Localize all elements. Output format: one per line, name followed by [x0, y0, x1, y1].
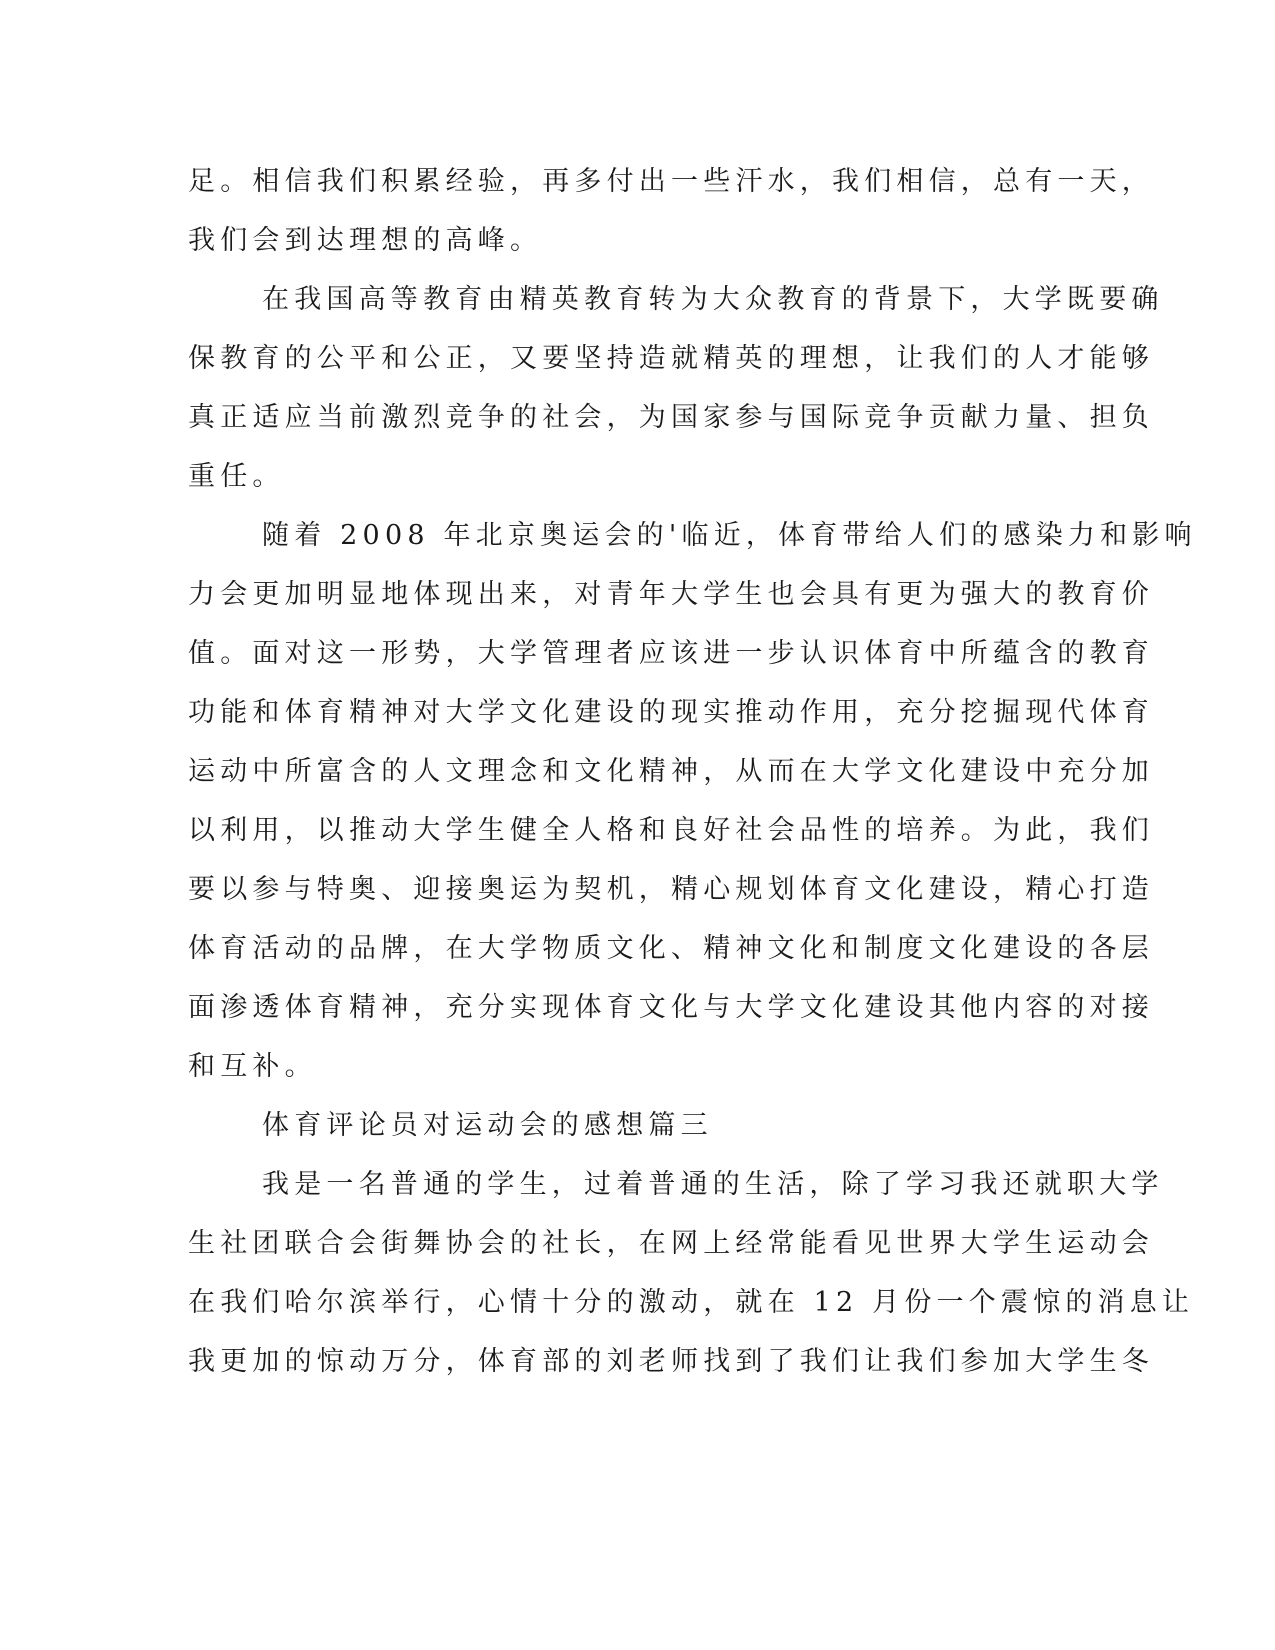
text-line: 功能和体育精神对大学文化建设的现实推动作用，充分挖掘现代体育 [188, 697, 1154, 728]
text-line: 体育活动的品牌，在大学物质文化、精神文化和制度文化建设的各层 [188, 933, 1154, 964]
text-line: 力会更加明显地体现出来，对青年大学生也会具有更为强大的教育价 [188, 579, 1154, 610]
text-line: 生社团联合会街舞协会的社长，在网上经常能看见世界大学生运动会 [188, 1228, 1154, 1259]
text-line: 保教育的公平和公正，又要坚持造就精英的理想，让我们的人才能够 [188, 343, 1154, 374]
paragraph-start-line: 在我国高等教育由精英教育转为大众教育的背景下，大学既要确 [262, 284, 1164, 315]
section-heading: 体育评论员对运动会的感想篇三 [262, 1110, 713, 1141]
text-line: 值。面对这一形势，大学管理者应该进一步认识体育中所蕴含的教育 [188, 638, 1154, 669]
text-line: 以利用，以推动大学生健全人格和良好社会品性的培养。为此，我们 [188, 815, 1154, 846]
text-line: 我们会到达理想的高峰。 [188, 225, 543, 256]
text-line: 在我们哈尔滨举行，心情十分的激动，就在 12 月份一个震惊的消息让 [188, 1287, 1195, 1318]
text-line: 重任。 [188, 461, 285, 492]
paragraph-start-line: 我是一名普通的学生，过着普通的生活，除了学习我还就职大学 [262, 1169, 1164, 1200]
text-line: 和互补。 [188, 1051, 317, 1082]
text-line: 运动中所富含的人文理念和文化精神，从而在大学文化建设中充分加 [188, 756, 1154, 787]
text-line: 真正适应当前激烈竞争的社会，为国家参与国际竞争贡献力量、担负 [188, 402, 1154, 433]
text-line: 要以参与特奥、迎接奥运为契机，精心规划体育文化建设，精心打造 [188, 874, 1154, 905]
paragraph-start-line: 随着 2008 年北京奥运会的'临近，体育带给人们的感染力和影响 [262, 520, 1197, 551]
text-line: 面渗透体育精神，充分实现体育文化与大学文化建设其他内容的对接 [188, 992, 1154, 1023]
text-line: 我更加的惊动万分，体育部的刘老师找到了我们让我们参加大学生冬 [188, 1346, 1154, 1377]
text-line: 足。相信我们积累经验，再多付出一些汗水，我们相信，总有一天， [188, 166, 1154, 197]
